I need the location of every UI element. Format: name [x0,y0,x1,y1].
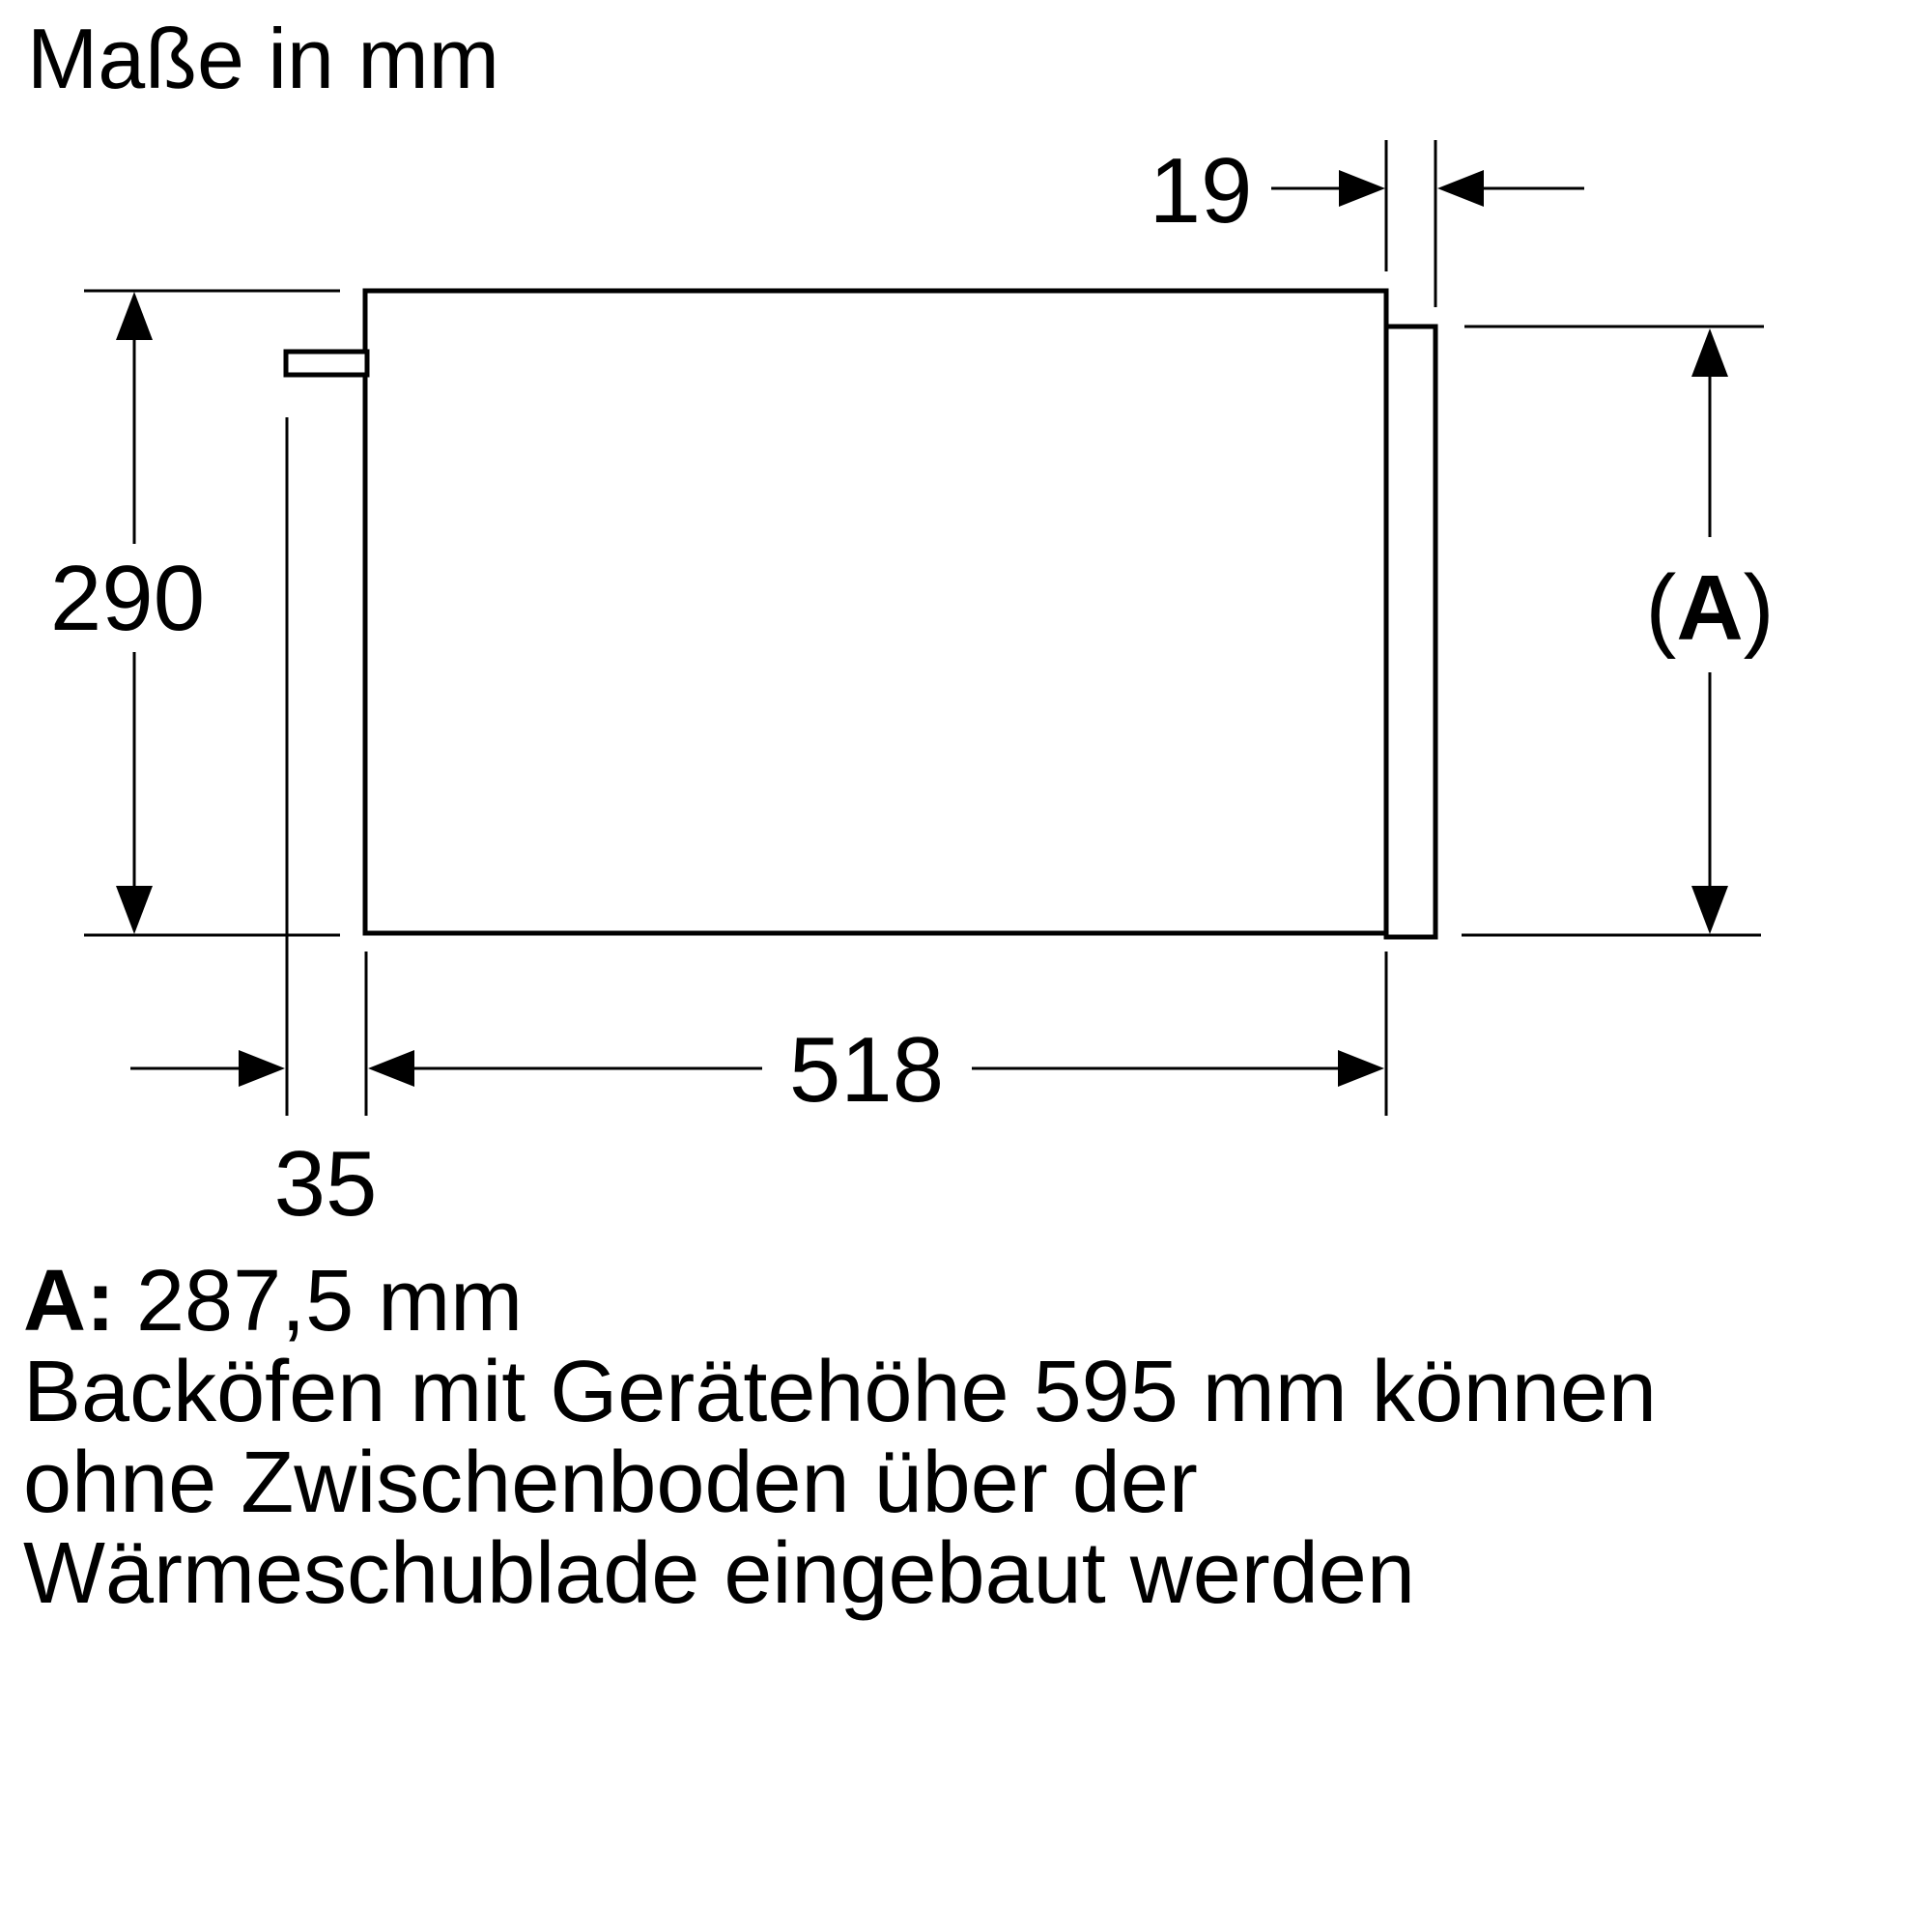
dim-label-ref [1645,556,1774,660]
arrow-panel-left-icon [1437,170,1484,207]
arrow-depth-left-icon [368,1050,414,1087]
arrow-ref-up-icon [1691,328,1728,377]
arrow-ref-down-icon [1691,886,1728,934]
drawer-body-outline [365,291,1386,933]
drawer-handle [286,352,367,375]
note-block [23,1253,1888,1622]
arrow-depth-right-icon [1338,1050,1384,1087]
note-ref-line [23,1253,1888,1350]
ref-paren-close: ) [1743,556,1775,660]
arrow-handle-right-icon [239,1050,285,1087]
note-line-1: Backöfen mit Gerätehöhe 595 mm können [23,1344,1657,1440]
dim-label-body-depth: 518 [788,1018,945,1122]
note-line-2: ohne Zwischenboden über der [23,1435,1198,1531]
page-title: Maße in mm [27,11,499,106]
note-ref-label: A: [23,1253,115,1350]
note-ref-value: 287,5 mm [135,1253,524,1350]
dim-label-handle-depth: 35 [273,1132,378,1236]
ref-paren-open: ( [1645,556,1677,660]
drawer-front-panel [1386,327,1435,937]
arrow-height-down-icon [116,886,153,934]
note-line-3: Wärmeschublade eingebaut werden [23,1525,1415,1622]
arrow-panel-right-icon [1339,170,1385,207]
ref-letter: A [1676,556,1744,660]
arrow-height-up-icon [116,292,153,340]
dim-label-panel-depth: 19 [1149,139,1253,242]
dim-label-body-height: 290 [49,547,206,650]
